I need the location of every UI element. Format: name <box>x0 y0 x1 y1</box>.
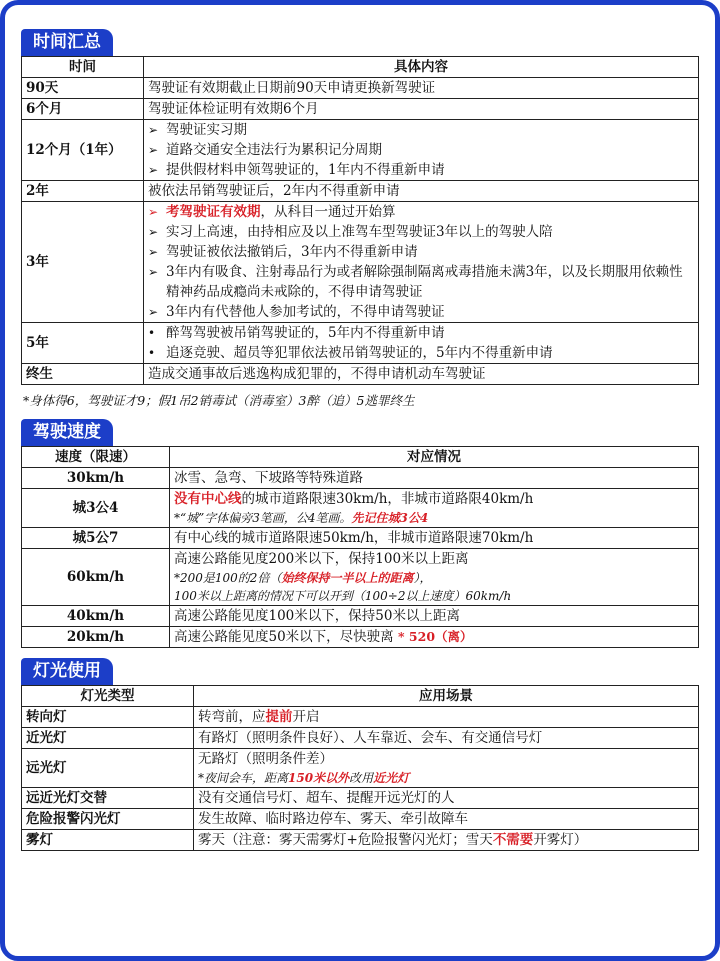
row-key: 城5公7 <box>22 528 170 549</box>
mnemonic-footnote: *身体得6，驾驶证才9；假1吊2销毒试（消毒室）3醉（追）5逃罪终生 <box>23 393 415 408</box>
row-text: 没有中心线的城市道路限速30km/h，非城市道路限40km/h *“城”字体偏旁3笔画，公4笔画。先记住城3公4 <box>170 489 699 528</box>
list-item: • 追逐竞驶、超员等犯罪依法被吊销驾驶证的，5年内不得重新申请 <box>148 345 553 361</box>
header-light-type: 灯光类型 <box>22 686 194 707</box>
table-row <box>22 99 699 120</box>
note: 100米以上距离的情况下可以开到（100÷2以上速度）60km/h <box>174 589 512 603</box>
row-key: 20km/h <box>22 627 170 648</box>
page <box>21 29 699 851</box>
note: *200是100的2倍（始终保持一半以上的距离）， <box>174 571 432 585</box>
time-summary-table <box>21 56 699 385</box>
row-text: 驾驶证有效期截止日期前90天申请更换新驾驶证 <box>144 78 699 99</box>
row-text: 高速公路能见度50米以下，尽快驶离 * 520（离） <box>170 627 699 648</box>
arrow-bullet-icon: ➢ <box>148 225 159 239</box>
table-row <box>22 749 699 788</box>
arrow-bullet-icon: ➢ <box>148 205 159 219</box>
row-key: 城3公4 <box>22 489 170 528</box>
row-text: 冰雪、急弯、下坡路等特殊道路 <box>170 468 699 489</box>
table-row <box>22 202 699 323</box>
row-text: 被依法吊销驾驶证后，2年内不得重新申请 <box>144 181 699 202</box>
header-speed: 速度（限速） <box>22 447 170 468</box>
table-row <box>22 528 699 549</box>
row-text: 雾天（注意：雾天需雾灯+危险报警闪光灯；雪天不需要开雾灯） <box>194 830 699 851</box>
row-key: 远光灯 <box>22 749 194 788</box>
table-row <box>22 830 699 851</box>
list-item: ➢ 驾驶证被依法撤销后，3年内不得重新申请 <box>148 244 418 260</box>
dot-bullet-icon: • <box>148 326 156 340</box>
header-scenario: 应用场景 <box>194 686 699 707</box>
light-table <box>21 685 699 851</box>
table-row <box>22 323 699 364</box>
row-key: 30km/h <box>22 468 170 489</box>
table-row <box>22 627 699 648</box>
row-text: 没有交通信号灯、超车、提醒开远光灯的人 <box>194 788 699 809</box>
list-item: ➢ 驾驶证实习期 <box>148 122 247 138</box>
row-key: 雾灯 <box>22 830 194 851</box>
arrow-bullet-icon: ➢ <box>148 245 159 259</box>
table-row <box>22 468 699 489</box>
row-text: 无路灯（照明条件差） *夜间会车，距离150米以外改用近光灯 <box>194 749 699 788</box>
table-row <box>22 364 699 385</box>
list-item: ➢ 实习上高速，由持相应及以上准驾车型驾驶证3年以上的驾驶人陪 <box>148 224 553 240</box>
row-text: 转弯前，应提前开启 <box>194 707 699 728</box>
note: *夜间会车，距离150米以外改用近光灯 <box>198 771 410 785</box>
table-row <box>22 120 699 181</box>
arrow-bullet-icon: ➢ <box>148 123 159 137</box>
table-row <box>22 606 699 627</box>
row-key: 5年 <box>22 323 144 364</box>
row-key: 终生 <box>22 364 144 385</box>
table-row <box>22 788 699 809</box>
row-text: 高速公路能见度200米以下，保持100米以上距离 *200是100的2倍（始终保持一半以上的距离）， 100米以上距离的情况下可以开到（100÷2以上速度）60km/h <box>170 549 699 606</box>
list-item: ➢ 道路交通安全违法行为累积记分周期 <box>148 142 382 158</box>
row-key: 60km/h <box>22 549 170 606</box>
row-key: 危险报警闪光灯 <box>22 809 194 830</box>
header-content: 具体内容 <box>144 57 699 78</box>
list-item: ➢ 考驾驶证有效期，从科目一通过开始算 <box>148 204 396 220</box>
row-key: 90天 <box>22 78 144 99</box>
row-key: 近光灯 <box>22 728 194 749</box>
table-row <box>22 728 699 749</box>
header-situation: 对应情况 <box>170 447 699 468</box>
arrow-bullet-icon: ➢ <box>148 163 159 177</box>
row-key: 3年 <box>22 202 144 323</box>
section-title-driving-speed: 驾驶速度 <box>21 419 113 446</box>
row-key: 远近光灯交替 <box>22 788 194 809</box>
row-key: 40km/h <box>22 606 170 627</box>
table-header-row <box>22 57 699 78</box>
row-list <box>144 120 699 181</box>
row-list <box>144 202 699 323</box>
list-item: ➢ 提供假材料申领驾驶证的，1年内不得重新申请 <box>148 162 445 178</box>
table-row <box>22 78 699 99</box>
table-row <box>22 809 699 830</box>
row-text: 造成交通事故后逃逸构成犯罪的，不得申请机动车驾驶证 <box>144 364 699 385</box>
list-item: ➢ 3年内有代替他人参加考试的，不得申请驾驶证 <box>148 304 445 320</box>
arrow-bullet-icon: ➢ <box>148 143 159 157</box>
row-text: 有中心线的城市道路限速50km/h，非城市道路限速70km/h <box>170 528 699 549</box>
table-row <box>22 181 699 202</box>
section-title-time-summary: 时间汇总 <box>21 29 113 56</box>
row-text: 驾驶证体检证明有效期6个月 <box>144 99 699 120</box>
row-key: 2年 <box>22 181 144 202</box>
row-text: 高速公路能见度100米以下，保持50米以上距离 <box>170 606 699 627</box>
list-item: • 醉驾驾驶被吊销驾驶证的，5年内不得重新申请 <box>148 325 445 341</box>
section-title-light-usage: 灯光使用 <box>21 658 113 685</box>
speed-table <box>21 446 699 648</box>
row-text: 有路灯（照明条件良好）、人车靠近、会车、有交通信号灯 <box>194 728 699 749</box>
list-item: ➢ 3年内有吸食、注射毒品行为或者解除强制隔离戒毒措施未满3年，以及长期服用依赖性精神药品成瘾尚未戒除的，不得申请驾驶证 <box>148 264 683 300</box>
table-row <box>22 707 699 728</box>
dot-bullet-icon: • <box>148 346 156 360</box>
table-row <box>22 489 699 528</box>
row-key: 转向灯 <box>22 707 194 728</box>
header-time: 时间 <box>22 57 144 78</box>
row-text: 发生故障、临时路边停车、雾天、牵引故障车 <box>194 809 699 830</box>
row-key: 12个月（1年） <box>22 120 144 181</box>
row-key: 6个月 <box>22 99 144 120</box>
table-header-row <box>22 447 699 468</box>
arrow-bullet-icon: ➢ <box>148 265 159 279</box>
arrow-bullet-icon: ➢ <box>148 305 159 319</box>
table-row <box>22 549 699 606</box>
note: *“城”字体偏旁3笔画，公4笔画。先记住城3公4 <box>174 511 429 525</box>
row-list <box>144 323 699 364</box>
table-header-row <box>22 686 699 707</box>
